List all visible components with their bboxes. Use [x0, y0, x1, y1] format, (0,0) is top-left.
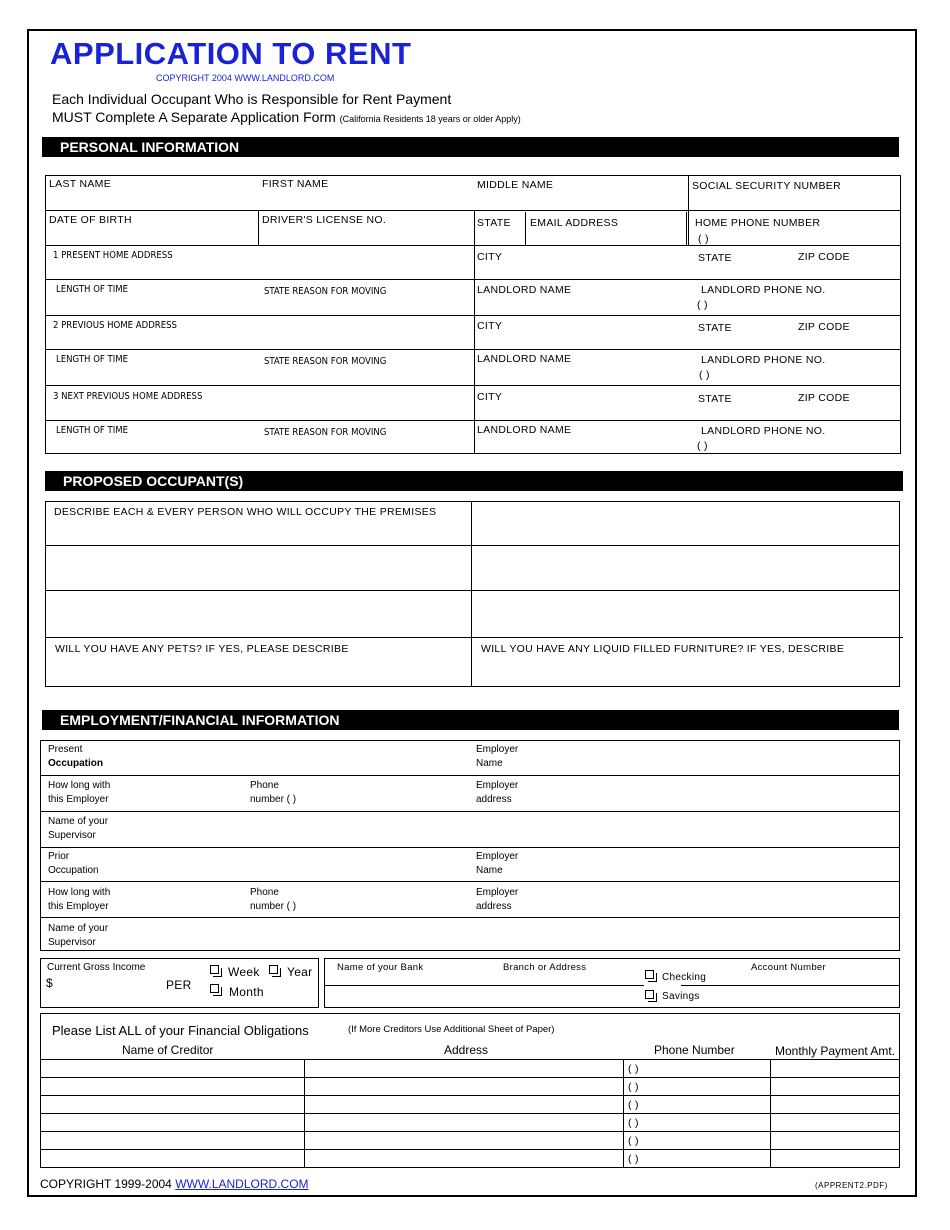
footer-copyright — [40, 1177, 309, 1191]
next-previous-landlord-field[interactable]: LANDLORD NAME — [477, 424, 572, 436]
next-previous-zip-field[interactable]: ZIP CODE — [798, 392, 850, 404]
occupant-entry[interactable] — [47, 592, 469, 636]
prior-employer-address-field[interactable] — [476, 886, 518, 913]
prior-phone-field[interactable] — [250, 886, 296, 913]
col-address: Address — [444, 1043, 489, 1057]
label: address — [476, 793, 512, 805]
occupant-entry[interactable] — [473, 503, 898, 544]
dollar-sign: $ — [46, 976, 53, 990]
label: Present — [48, 744, 83, 755]
label: Name — [476, 757, 503, 769]
year-label: Year — [287, 965, 313, 979]
label: Occupation — [48, 757, 104, 769]
present-zip-field[interactable]: ZIP CODE — [798, 251, 850, 263]
label: Name — [476, 864, 503, 876]
copyright-top: COPYRIGHT 2004 WWW.LANDLORD.COM — [156, 73, 335, 83]
label: Supervisor — [48, 829, 96, 841]
per-label: PER — [166, 978, 192, 992]
employment-heading: EMPLOYMENT/FINANCIAL INFORMATION — [42, 710, 899, 730]
intro-line-2 — [52, 109, 521, 125]
creditor-row[interactable] — [41, 1132, 899, 1149]
next-previous-length-field[interactable]: LENGTH OF TIME — [56, 425, 129, 436]
email-field[interactable]: EMAIL ADDRESS — [530, 217, 619, 229]
creditor-row[interactable] — [41, 1060, 899, 1077]
present-employer-address-field[interactable] — [476, 779, 518, 806]
occupants-heading: PROPOSED OCCUPANT(S) — [45, 471, 903, 491]
intro-line-1: Each Individual Occupant Who is Responsible for Rent Payment — [52, 91, 452, 107]
previous-landlord-phone-paren: ( ) — [699, 369, 710, 381]
personal-heading: PERSONAL INFORMATION — [42, 137, 899, 157]
label: address — [476, 900, 512, 912]
label: Supervisor — [48, 936, 96, 948]
account-number-field[interactable]: Account Number — [751, 962, 826, 973]
label: Employer — [476, 780, 519, 791]
present-length-field[interactable]: LENGTH OF TIME — [56, 284, 129, 295]
present-landlord-phone-paren: ( ) — [697, 299, 708, 311]
employment-table — [40, 740, 900, 951]
obligations-note: (If More Creditors Use Additional Sheet of Paper) — [348, 1024, 555, 1035]
intro-note: (California Residents 18 years or older Apply) — [339, 114, 521, 124]
creditor-row[interactable] — [41, 1150, 899, 1167]
week-label: Week — [228, 965, 260, 979]
form-title: APPLICATION TO RENT — [50, 36, 412, 71]
phone-paren: ( ) — [628, 1153, 639, 1165]
label: How long with — [48, 887, 111, 898]
phone-paren: ( ) — [628, 1135, 639, 1147]
label: this Employer — [48, 793, 109, 805]
present-landlord-field[interactable]: LANDLORD NAME — [477, 284, 572, 296]
present-state-field[interactable]: STATE — [698, 252, 732, 264]
month-checkbox[interactable] — [210, 984, 219, 993]
ssn-field[interactable]: SOCIAL SECURITY NUMBER — [692, 180, 841, 192]
last-name-field[interactable]: LAST NAME — [49, 178, 112, 190]
next-previous-address-field[interactable]: 3 NEXT PREVIOUS HOME ADDRESS — [53, 391, 203, 402]
home-phone-field[interactable]: HOME PHONE NUMBER — [695, 217, 821, 229]
label: Employer — [476, 744, 519, 755]
month-label: Month — [229, 985, 264, 999]
present-employer-name-field[interactable] — [476, 743, 518, 770]
present-reason-field[interactable]: STATE REASON FOR MOVING — [264, 286, 387, 297]
col-payment: Monthly Payment Amt. — [775, 1044, 896, 1058]
prior-howlong-field[interactable] — [48, 886, 110, 913]
first-name-field[interactable]: FIRST NAME — [262, 178, 329, 190]
label: Name of your — [48, 816, 109, 827]
license-field[interactable]: DRIVER'S LICENSE NO. — [262, 214, 387, 226]
col-creditor: Name of Creditor — [122, 1043, 214, 1057]
present-occupation-field[interactable] — [48, 743, 103, 770]
present-landlord-phone-field[interactable]: LANDLORD PHONE NO. — [701, 284, 826, 296]
gross-income-field[interactable]: Current Gross Income — [47, 962, 146, 973]
bank-name-field[interactable]: Name of your Bank — [337, 962, 424, 973]
footer-file: (APPRENT2.PDF) — [815, 1181, 888, 1190]
next-previous-city-field[interactable]: CITY — [477, 391, 503, 403]
savings-label: Savings — [662, 991, 700, 1002]
phone-paren: ( ) — [628, 1081, 639, 1093]
present-city-field[interactable]: CITY — [477, 251, 503, 263]
bank-branch-field[interactable]: Branch or Address — [503, 962, 587, 973]
label: Phone — [250, 887, 279, 898]
creditor-row[interactable] — [41, 1114, 899, 1131]
label: Employer — [476, 887, 519, 898]
liquid-furniture-field[interactable]: WILL YOU HAVE ANY LIQUID FILLED FURNITURE? IF YES, DESCRIBE — [481, 643, 845, 655]
previous-state-field[interactable]: STATE — [698, 322, 732, 334]
present-supervisor-field[interactable] — [48, 815, 108, 842]
prior-occupation-field[interactable] — [48, 850, 99, 877]
phone-paren: ( ) — [628, 1099, 639, 1111]
label: number ( ) — [250, 793, 297, 805]
pets-field[interactable]: WILL YOU HAVE ANY PETS? IF YES, PLEASE DESCRIBE — [55, 643, 349, 655]
label: this Employer — [48, 900, 109, 912]
present-address-field[interactable]: 1 PRESENT HOME ADDRESS — [53, 250, 173, 261]
footer-link[interactable]: WWW.LANDLORD.COM — [175, 1177, 309, 1191]
previous-reason-field[interactable]: STATE REASON FOR MOVING — [264, 356, 387, 367]
prior-employer-name-field[interactable] — [476, 850, 518, 877]
intro-main: MUST Complete A Separate Application Form — [52, 109, 336, 125]
label: Prior — [48, 851, 70, 862]
middle-name-field[interactable]: MIDDLE NAME — [477, 179, 554, 191]
checking-label: Checking — [662, 972, 707, 983]
present-howlong-field[interactable] — [48, 779, 110, 806]
next-previous-reason-field[interactable]: STATE REASON FOR MOVING — [264, 427, 387, 438]
home-phone-paren: ( ) — [698, 233, 709, 245]
license-state-field[interactable]: STATE — [477, 217, 511, 229]
savings-checkbox[interactable] — [645, 990, 654, 999]
previous-zip-field[interactable]: ZIP CODE — [798, 321, 850, 333]
footer-copyright-text: COPYRIGHT 1999-2004 — [40, 1177, 176, 1191]
label: Employer — [476, 851, 519, 862]
previous-address-field[interactable]: 2 PREVIOUS HOME ADDRESS — [53, 320, 177, 331]
next-previous-landlord-phone-field[interactable]: LANDLORD PHONE NO. — [701, 425, 826, 437]
present-phone-field[interactable] — [250, 779, 296, 806]
label: number ( ) — [250, 900, 297, 912]
label: Name of your — [48, 923, 109, 934]
previous-length-field[interactable]: LENGTH OF TIME — [56, 354, 129, 365]
occupant-entry[interactable] — [47, 547, 469, 589]
checking-checkbox[interactable] — [645, 970, 654, 979]
label: Phone — [250, 780, 279, 791]
creditor-row[interactable] — [41, 1096, 899, 1113]
phone-paren: ( ) — [628, 1063, 639, 1075]
col-phone: Phone Number — [654, 1043, 735, 1057]
previous-landlord-phone-field[interactable]: LANDLORD PHONE NO. — [701, 354, 826, 366]
dob-field[interactable]: DATE OF BIRTH — [49, 214, 132, 226]
occupant-entry[interactable] — [473, 592, 898, 636]
obligations-heading: Please List ALL of your Financial Obligations — [52, 1023, 309, 1038]
creditor-row[interactable] — [41, 1078, 899, 1095]
previous-city-field[interactable]: CITY — [477, 320, 503, 332]
week-checkbox[interactable] — [210, 965, 219, 974]
previous-landlord-field[interactable]: LANDLORD NAME — [477, 353, 572, 365]
next-previous-state-field[interactable]: STATE — [698, 393, 732, 405]
prior-supervisor-field[interactable] — [48, 922, 108, 949]
occupant-entry[interactable] — [473, 547, 898, 589]
label: Occupation — [48, 864, 99, 876]
phone-paren: ( ) — [628, 1117, 639, 1129]
label: How long with — [48, 780, 111, 791]
occupants-describe-field[interactable]: DESCRIBE EACH & EVERY PERSON WHO WILL OCCUPY THE PREMISES — [54, 506, 437, 518]
year-checkbox[interactable] — [269, 965, 278, 974]
next-previous-landlord-phone-paren: ( ) — [697, 440, 708, 452]
